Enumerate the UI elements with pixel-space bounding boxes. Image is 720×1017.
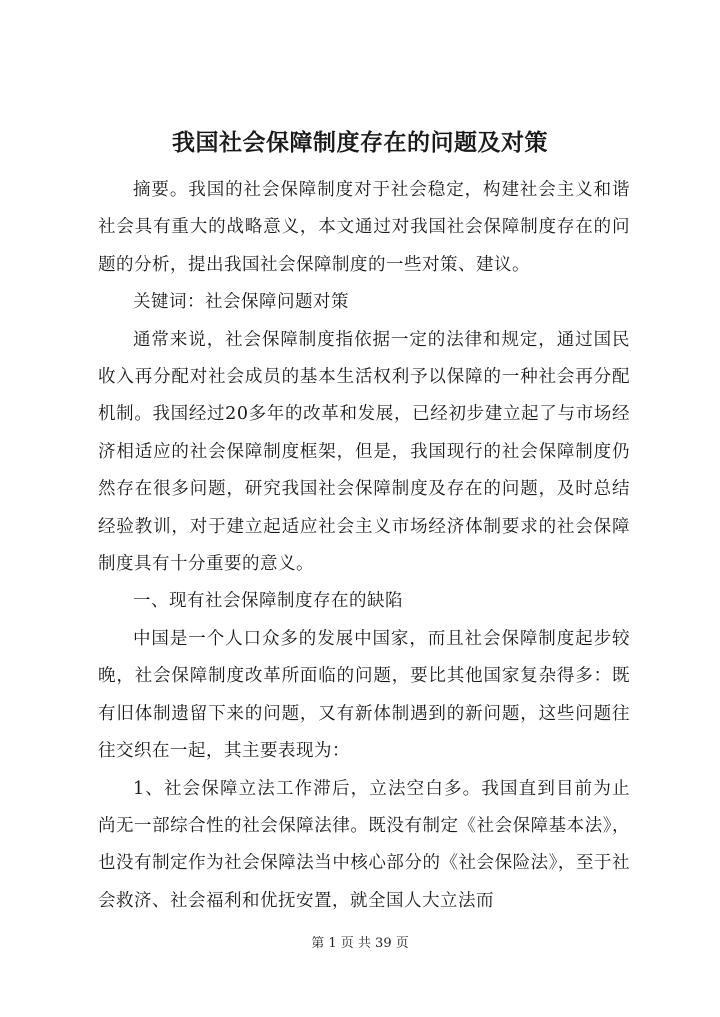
section-heading: 一、现有社会保障制度存在的缺陷	[133, 591, 403, 612]
abstract-paragraph: 摘要。我国的社会保障制度对于社会稳定，构建社会主义和谐社会具有重大的战略意义，本文通过对我国社会保障制度存在的问题的分析，提出我国社会保障制度的一些对策、建议。	[98, 180, 630, 275]
intro-paragraph: 通常来说，社会保障制度指依据一定的法律和规定，通过国民收入再分配对社会成员的基本生活权利予以保障的一种社会再分配机制。我国经过20多年的改革和发展，已经初步建立起了与市场经济相适应的社会保障制度框架，但是，我国现行的社会保障制度仍然存在很多问题，研究我国社会保障制度及存在的问题，及时总结经验教训，对于建立起适应社会主义市场经济体制要求的社会保障制度具有十分重要的意义。	[98, 329, 630, 575]
page-number-footer: 第 1 页 共 39 页	[311, 936, 409, 951]
document-body	[98, 172, 630, 920]
document-title: 我国社会保障制度存在的问题及对策	[172, 129, 548, 156]
keywords-paragraph: 关键词：社会保障问题对策	[133, 292, 349, 313]
body-paragraph: 中国是一个人口众多的发展中国家，而且社会保障制度起步较晚，社会保障制度改革所面临的问题，要比其他国家复杂得多：既有旧体制遗留下来的问题，又有新体制遇到的新问题，这些问题往往交织在一起，其主要表现为：	[98, 628, 630, 762]
body-paragraph: 1、社会保障立法工作滞后，立法空白多。我国直到目前为止尚无一部综合性的社会保障法律。既没有制定《社会保障基本法》，也没有制定作为社会保障法当中核心部分的《社会保险法》，至于社会救济、社会福利和优抚安置，就全国人大立法而	[98, 778, 630, 911]
